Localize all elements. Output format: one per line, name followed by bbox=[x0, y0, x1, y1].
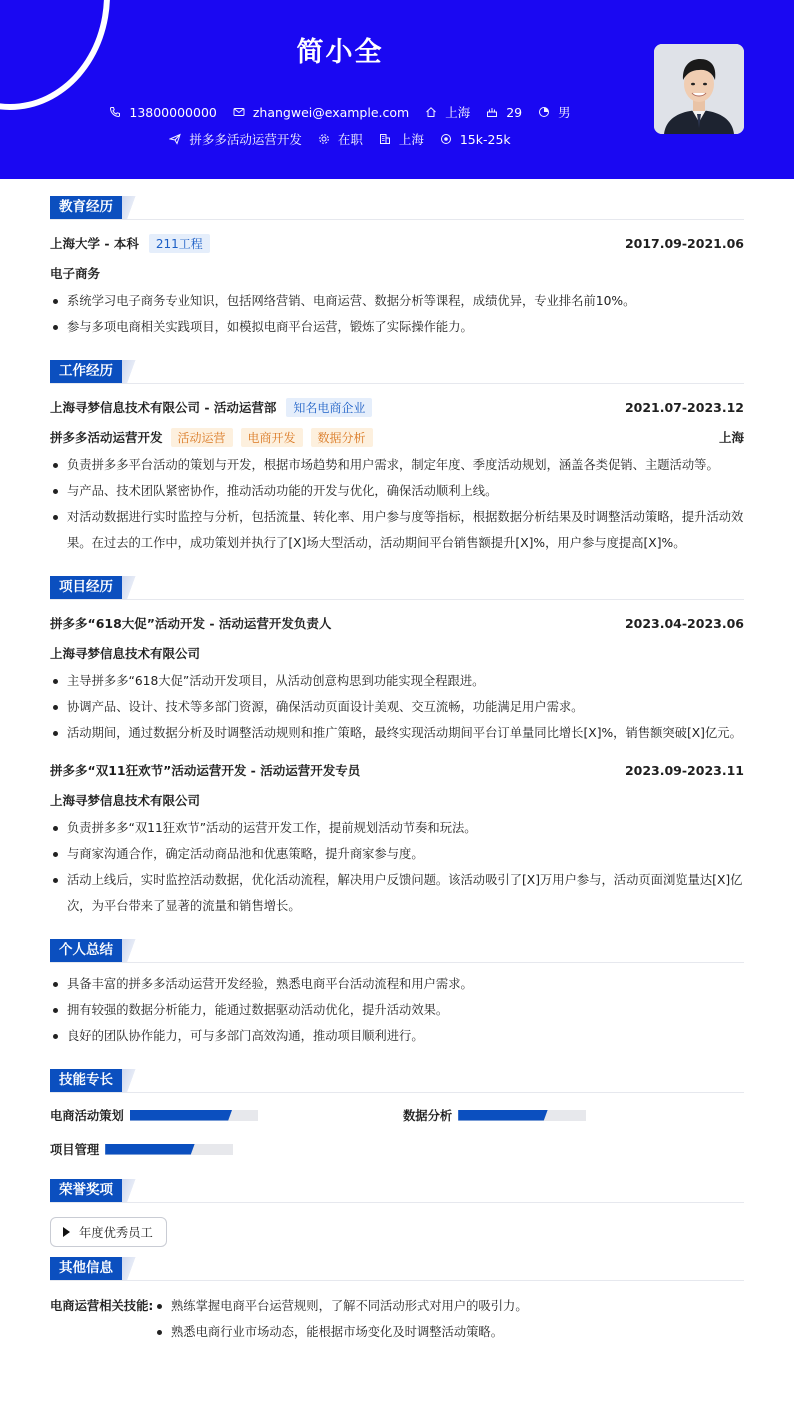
list-item: 良好的团队协作能力，可与多部门高效沟通，推动项目顺利进行。 bbox=[50, 1023, 744, 1049]
project-bullets bbox=[50, 815, 744, 919]
job-intent-row bbox=[0, 130, 680, 148]
list-item: 与商家沟通合作，确定活动商品池和优惠策略，提升商家参与度。 bbox=[50, 841, 744, 867]
project-date: 2023.04-2023.06 bbox=[624, 615, 744, 631]
cake-icon bbox=[486, 106, 498, 118]
age-value: 29 bbox=[506, 104, 523, 120]
skill-bar bbox=[105, 1144, 233, 1155]
section-header bbox=[50, 360, 744, 384]
project-company: 上海寻梦信息技术有限公司 bbox=[50, 793, 201, 808]
skill-item bbox=[403, 1106, 586, 1124]
work-header-line bbox=[50, 392, 744, 422]
honors-title: 荣誉奖项 bbox=[50, 1179, 122, 1202]
salary-item bbox=[440, 132, 511, 147]
skills-list bbox=[50, 1101, 744, 1171]
skill-tag: 活动运营 bbox=[171, 428, 233, 447]
education-section bbox=[50, 196, 744, 340]
skill-bar-fill bbox=[458, 1110, 548, 1121]
role-line bbox=[50, 422, 744, 452]
email-value[interactable]: zhangwei@example.com bbox=[252, 104, 410, 120]
skill-item bbox=[50, 1106, 258, 1124]
city-value: 上海 bbox=[445, 105, 471, 120]
project-header-line bbox=[50, 608, 744, 638]
project-company: 上海寻梦信息技术有限公司 bbox=[50, 646, 201, 661]
list-item: 负责拼多多“双11狂欢节”活动的运营开发工作，提前规划活动节奏和玩法。 bbox=[50, 815, 744, 841]
skill-bar-fill bbox=[105, 1144, 195, 1155]
work-section bbox=[50, 360, 744, 556]
role-name: 拼多多活动运营开发 bbox=[50, 430, 163, 445]
other-info bbox=[50, 1293, 744, 1345]
summary-section bbox=[50, 939, 744, 1049]
skill-item bbox=[50, 1140, 233, 1158]
work-bullets bbox=[50, 452, 744, 556]
school-name: 上海大学 - 本科 bbox=[50, 236, 139, 251]
summary-bullets bbox=[50, 971, 744, 1049]
work-location: 上海 bbox=[718, 430, 744, 445]
section-title-tail bbox=[122, 196, 136, 219]
other-title: 其他信息 bbox=[50, 1257, 122, 1280]
projects-section bbox=[50, 576, 744, 919]
honors-section bbox=[50, 1179, 744, 1247]
company-name: 上海寻梦信息技术有限公司 - 活动运营部 bbox=[50, 400, 277, 415]
list-item: 主导拼多多“618大促”活动开发项目，从活动创意构思到功能实现全程跟进。 bbox=[50, 668, 744, 694]
major-name: 电子商务 bbox=[50, 266, 101, 281]
list-item: 系统学习电子商务专业知识，包括网络营销、电商运营、数据分析等课程，成绩优异，专业排名前10%。 bbox=[50, 288, 744, 314]
section-title-tail bbox=[122, 939, 136, 962]
section-header bbox=[50, 576, 744, 600]
avatar-portrait bbox=[654, 44, 744, 134]
skill-bar-fill bbox=[130, 1110, 232, 1121]
education-bullets bbox=[50, 288, 744, 340]
section-header bbox=[50, 1069, 744, 1093]
major-line bbox=[50, 258, 744, 288]
email-item bbox=[233, 105, 409, 120]
gender-item bbox=[538, 103, 571, 121]
section-title-tail bbox=[122, 1069, 136, 1092]
other-section bbox=[50, 1257, 744, 1345]
project-date: 2023.09-2023.11 bbox=[624, 762, 744, 778]
resume-header bbox=[0, 0, 794, 179]
settings-icon bbox=[318, 133, 330, 145]
home-icon bbox=[425, 106, 437, 118]
building-icon bbox=[379, 133, 391, 145]
list-item: 具备丰富的拼多多活动运营开发经验，熟悉电商平台活动流程和用户需求。 bbox=[50, 971, 744, 997]
project-title: 拼多多“618大促”活动开发 - 活动运营开发负责人 bbox=[50, 616, 332, 631]
project-company-line bbox=[50, 638, 744, 668]
salary-icon bbox=[440, 133, 452, 145]
list-item: 参与多项电商相关实践项目，如模拟电商平台运营，锻炼了实际操作能力。 bbox=[50, 314, 744, 340]
skill-tag: 电商开发 bbox=[241, 428, 303, 447]
section-header bbox=[50, 196, 744, 220]
summary-title: 个人总结 bbox=[50, 939, 122, 962]
other-label: 电商运营相关技能: bbox=[50, 1299, 154, 1313]
school-tag: 211工程 bbox=[149, 234, 210, 253]
send-icon bbox=[169, 133, 181, 145]
phone-value[interactable]: 13800000000 bbox=[129, 104, 217, 120]
section-header bbox=[50, 1179, 744, 1203]
age-item bbox=[486, 105, 522, 120]
section-title-tail bbox=[122, 576, 136, 599]
section-title-tail bbox=[122, 360, 136, 383]
list-item: 拥有较强的数据分析能力，能通过数据驱动活动优化，提升活动效果。 bbox=[50, 997, 744, 1023]
target-job-value: 拼多多活动运营开发 bbox=[189, 132, 302, 147]
section-header bbox=[50, 939, 744, 963]
list-item: 熟练掌握电商平台运营规则，了解不同活动形式对用户的吸引力。 bbox=[154, 1293, 744, 1319]
mail-icon bbox=[233, 106, 245, 118]
status-item bbox=[318, 130, 363, 148]
other-bullets bbox=[154, 1293, 744, 1345]
target-job-item bbox=[169, 130, 302, 148]
skill-bar bbox=[458, 1110, 586, 1121]
project-header-line bbox=[50, 755, 744, 785]
work-date: 2021.07-2023.12 bbox=[624, 399, 744, 415]
education-title: 教育经历 bbox=[50, 196, 122, 219]
contact-row bbox=[0, 103, 680, 121]
project-company-line bbox=[50, 785, 744, 815]
work-title: 工作经历 bbox=[50, 360, 122, 383]
award-badge[interactable] bbox=[50, 1217, 167, 1247]
list-item: 熟悉电商行业市场动态，能根据市场变化及时调整活动策略。 bbox=[154, 1319, 744, 1345]
section-title-tail bbox=[122, 1257, 136, 1280]
skill-name: 电商活动策划 bbox=[50, 1109, 124, 1123]
education-header-line bbox=[50, 228, 744, 258]
candidate-name: 简小全 bbox=[296, 37, 384, 68]
section-header bbox=[50, 1257, 744, 1281]
list-item: 对活动数据进行实时监控与分析，包括流量、转化率、用户参与度等指标，根据数据分析结果及时调整活动策略，提升活动效果。在过去的工作中，成功策划并执行了[X]场大型活动，活动期间平台销售额提升[X]%，用户参与度提高[X]%。 bbox=[50, 504, 744, 556]
company-tag: 知名电商企业 bbox=[286, 398, 372, 417]
section-title-tail bbox=[122, 1179, 136, 1202]
skill-name: 项目管理 bbox=[50, 1143, 100, 1157]
skill-bar bbox=[130, 1110, 258, 1121]
phone-item bbox=[109, 105, 216, 120]
profile-photo bbox=[654, 44, 744, 134]
education-date: 2017.09-2021.06 bbox=[624, 235, 744, 251]
target-city-item bbox=[379, 130, 424, 148]
city-item bbox=[425, 103, 470, 121]
skills-section bbox=[50, 1069, 744, 1171]
project-title: 拼多多“双11狂欢节”活动运营开发 - 活动运营开发专员 bbox=[50, 763, 361, 778]
skills-title: 技能专长 bbox=[50, 1069, 122, 1092]
skill-tag: 数据分析 bbox=[311, 428, 373, 447]
status-value: 在职 bbox=[337, 132, 363, 147]
salary-value: 15k-25k bbox=[459, 131, 511, 147]
list-item: 负责拼多多平台活动的策划与开发，根据市场趋势和用户需求，制定年度、季度活动规划，涵盖各类促销、主题活动等。 bbox=[50, 452, 744, 478]
skill-name: 数据分析 bbox=[403, 1109, 453, 1123]
project-bullets bbox=[50, 668, 744, 746]
list-item: 协调产品、设计、技术等多部门资源，确保活动页面设计美观、交互流畅，功能满足用户需求。 bbox=[50, 694, 744, 720]
gender-icon bbox=[538, 106, 550, 118]
list-item: 活动上线后，实时监控活动数据，优化活动流程，解决用户反馈问题。该活动吸引了[X]万用户参与，活动页面浏览量达[X]亿次，为平台带来了显著的流量和销售增长。 bbox=[50, 867, 744, 919]
resume-body bbox=[50, 196, 744, 1345]
projects-title: 项目经历 bbox=[50, 576, 122, 599]
list-item: 活动期间，通过数据分析及时调整活动规则和推广策略，最终实现活动期间平台订单量同比增长[X]%，销售额突破[X]亿元。 bbox=[50, 720, 744, 746]
play-icon bbox=[63, 1227, 70, 1237]
gender-value: 男 bbox=[558, 105, 571, 120]
target-city-value: 上海 bbox=[398, 132, 424, 147]
award-label: 年度优秀员工 bbox=[79, 1226, 153, 1240]
list-item: 与产品、技术团队紧密协作，推动活动功能的开发与优化，确保活动顺利上线。 bbox=[50, 478, 744, 504]
phone-icon bbox=[109, 106, 121, 118]
